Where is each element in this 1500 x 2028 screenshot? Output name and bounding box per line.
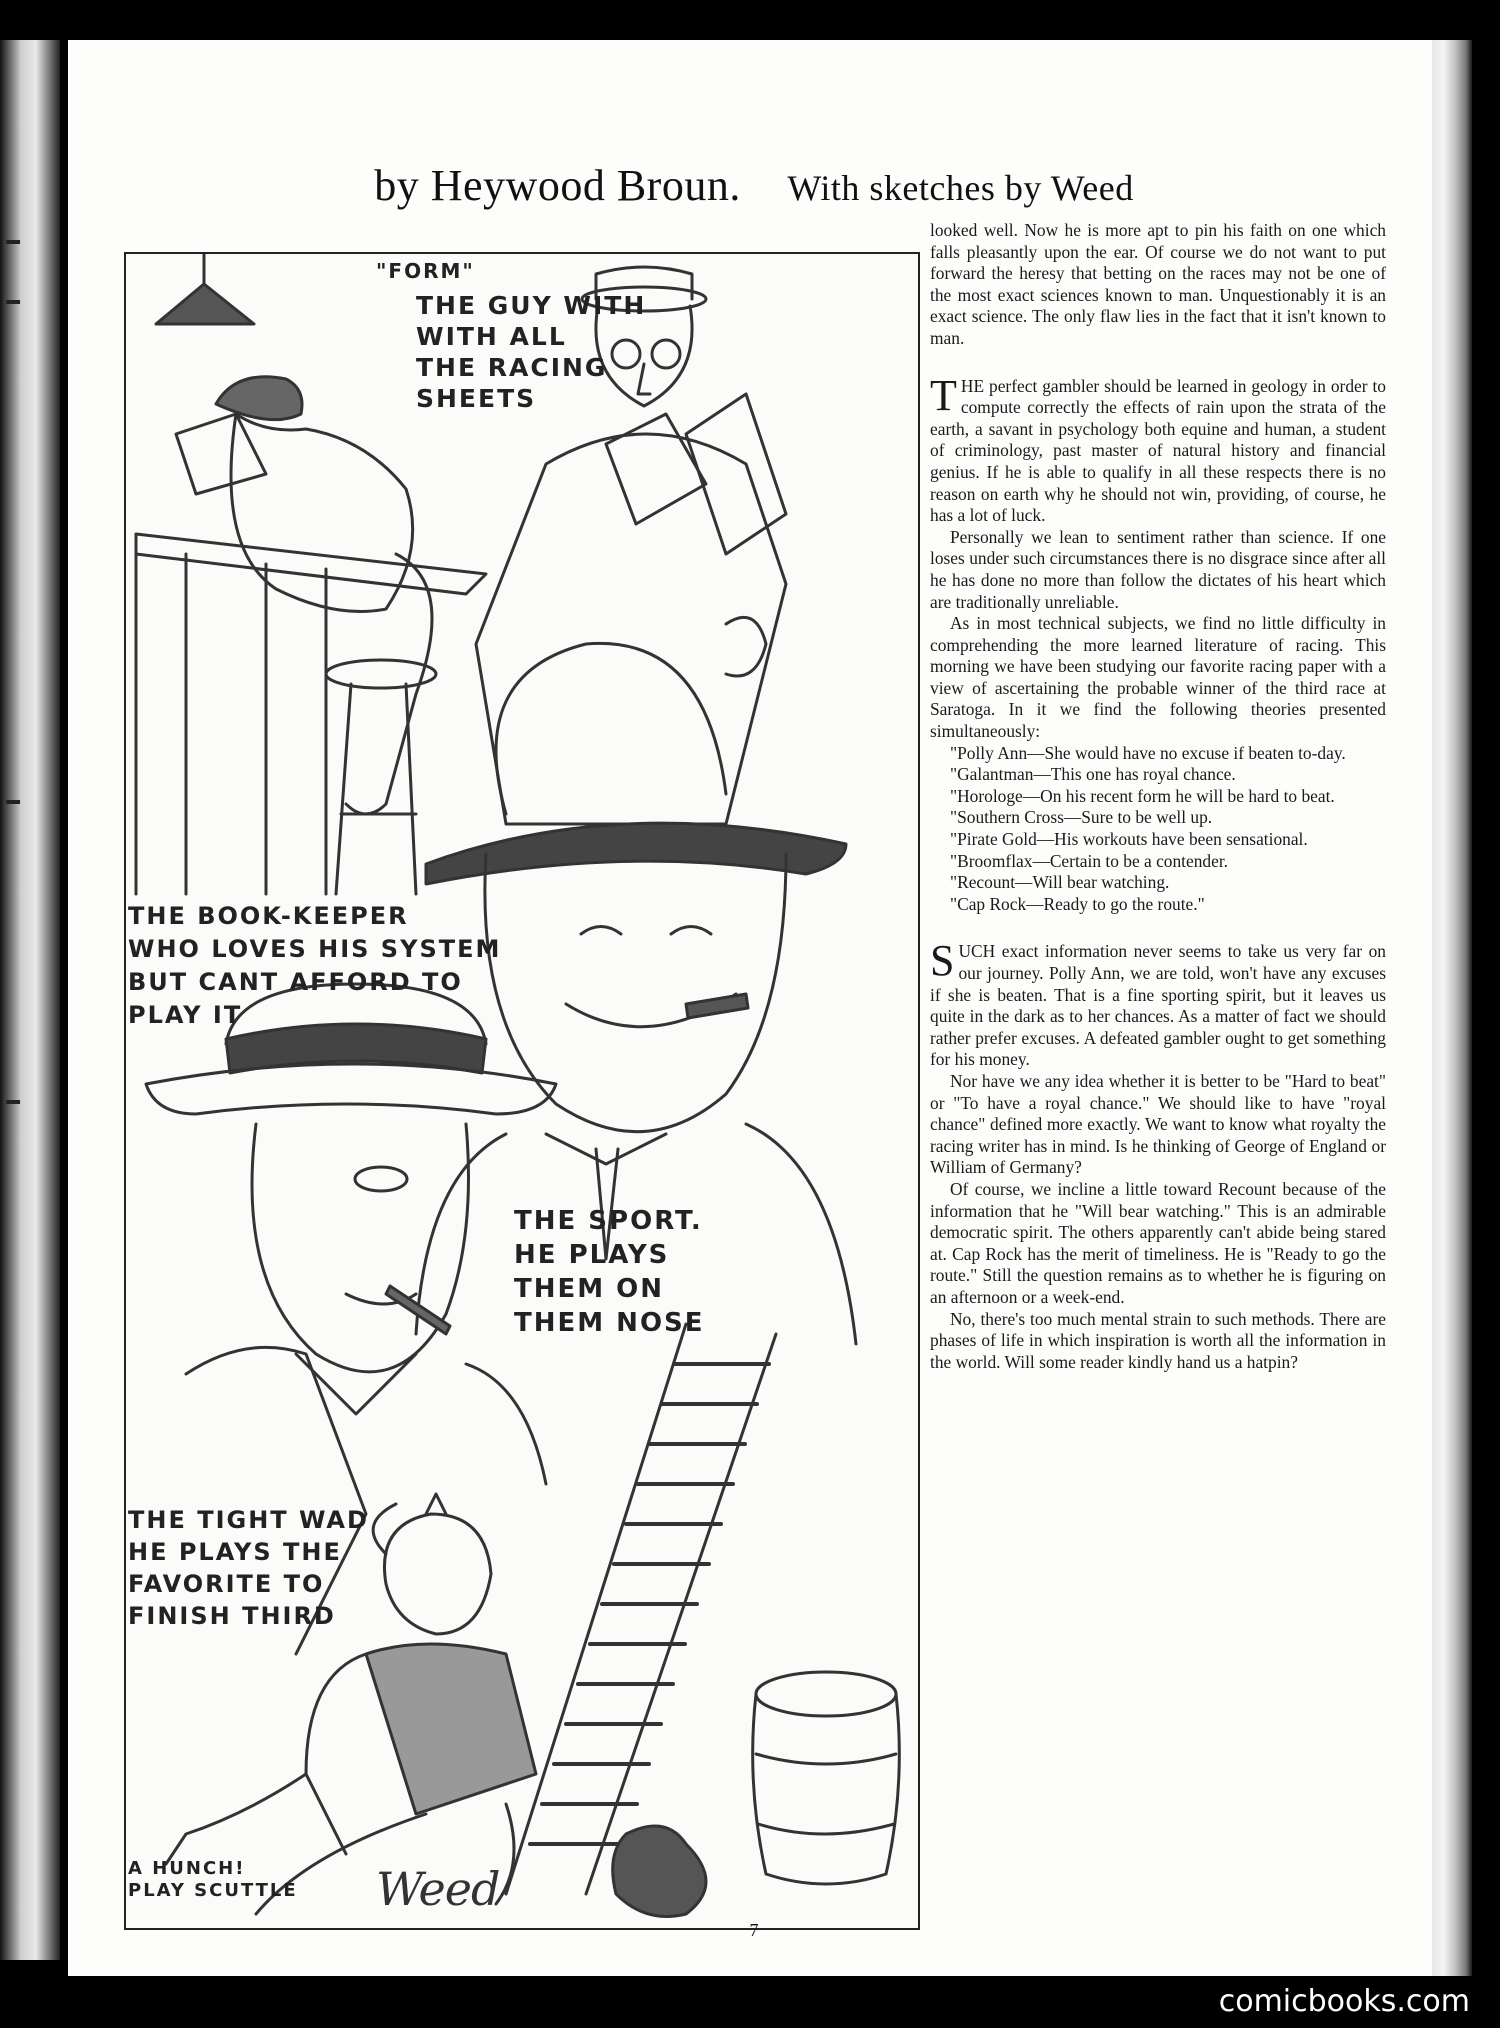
article-column [930,220,1386,1373]
artist-signature: Weed [376,1862,500,1916]
book-spine-edge [1432,40,1472,1976]
magazine-page [68,40,1440,1976]
adjacent-page-edge [0,40,60,1960]
sketch-drawing [126,254,918,1928]
caption-hunch: A HUNCH! PLAY SCUTTLE [128,1858,298,1901]
article-paragraph: looked well. Now he is more apt to pin his faith on one which falls pleasantly upon the ear. Of course we do not want to put forward the heresy that betting on the races may not be one of the most exact sciences known to man. Unquestionably it is an exact science. The only flaw lies in the fact that it isn't known to man. [930,220,1386,348]
article-paragraph: Nor have we any idea whether it is better to be "Hard to beat" or "To have a royal chance." We should like to have "royal chance" defined more exactly. We want to know what royalty the racing writer has in mind. Is he thinking of George of England or William of Germany? [930,1070,1386,1178]
quote-line: "Polly Ann—She would have no excuse if beaten to-day. [950,742,1346,763]
caption-sport: THE SPORT. HE PLAYS THEM ON THEM NOSE [514,1206,705,1338]
article-paragraph: SUCH exact information never seems to take us very far on our journey. Polly Ann, we are told, won't have any excuses if she is beaten. That is a fine sporting spirit, but it leaves us quite in the dark as to her chances. As a matter of fact we should rather prefer excuses. A defeated gambler ought to get something for his money. [930,936,1386,1070]
article-paragraph: No, there's too much mental strain to such methods. There are phases of life in which inspiration is worth all the information in the world. Will some reader kindly hand us a hatpin? [930,1308,1386,1372]
caption-bookkeeper: THE BOOK-KEEPER WHO LOVES HIS SYSTEM BUT CANT AFFORD TO PLAY IT [128,902,502,1029]
quote-line: "Horologe—On his recent form he will be hard to beat. [950,785,1335,806]
author-byline: by Heywood Broun. [374,161,741,210]
page-number: 7 [749,1920,759,1940]
quote-line: "Broomflax—Certain to be a contender. [950,850,1229,871]
desk-man-sketch [136,377,486,894]
caption-tight-wad: THE TIGHT WAD HE PLAYS THE FAVORITE TO FINISH THIRD [128,1506,369,1630]
caption-form: "FORM" [376,259,475,283]
quote-line: "Galantman—This one has royal chance. [950,764,1236,785]
quote-line: "Recount—Will bear watching. [950,872,1170,893]
caption-racing-sheets-guy: THE GUY WITH WITH ALL THE RACING SHEETS [416,291,647,413]
ladder-sketch [506,1324,776,1894]
article-paragraph: Personally we lean to sentiment rather than science. If one loses under such circumstances there is no disgrace since after all he has done no more than follow the dictates of his heart which are traditionally unreliable. [930,526,1386,612]
article-paragraph: THE perfect gambler should be learned in geology in order to compute correctly the effects of rain upon the strata of the earth, a savant in psychology both equine and human, a student of criminology, past master of natural history and financial genius. If he is able to qualify in all these respects there is no reason on earth why he should not win, providing, of course, he has a lot of luck. [930,370,1386,526]
drop-cap: S [930,936,955,986]
byline-header [68,160,1440,211]
quote-line: "Pirate Gold—His workouts have been sensational. [950,829,1308,850]
article-paragraph: Of course, we incline a little toward Recount because of the information that he "Will bear watching." This is an admirable democratic spirit. The others apparently can't abide being stared at. Cap Rock has the merit of timeliness. He is "Ready to go the route." Still the question remains as to whether he is figuring on an afternoon or a week-end. [930,1178,1386,1307]
quote-line: "Cap Rock—Ready to go the route." [950,893,1205,914]
quote-line: "Southern Cross—Sure to be well up. [950,807,1213,828]
drop-cap: T [930,370,957,420]
source-watermark: comicbooks.com [1218,1984,1470,2019]
sketch-credit: With sketches by Weed [787,168,1134,208]
lamp-sketch [156,254,254,324]
cartoon-illustration [124,252,920,1930]
barrel-sketch [753,1672,900,1884]
article-paragraph: As in most technical subjects, we find no little difficulty in comprehending the more learned literature of racing. This morning we have been studying our favorite racing paper with a view of ascertaining the probable winner of the third race at Saratoga. In it we find the following theories presented simultaneously: [930,613,1386,742]
